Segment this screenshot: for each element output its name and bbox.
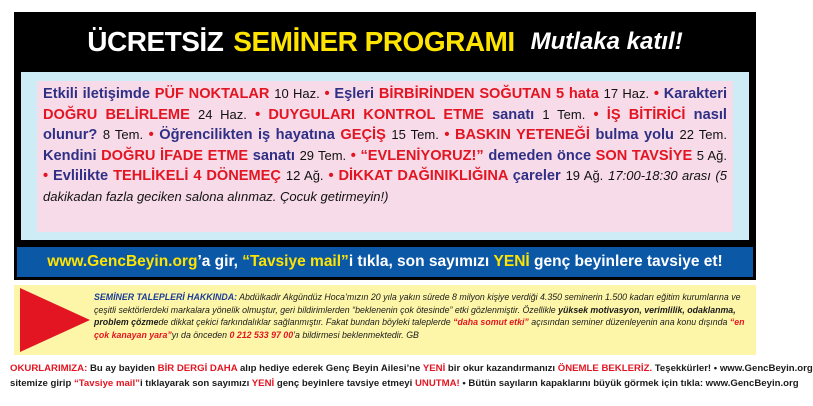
footer-note xyxy=(10,361,813,391)
requests-body: ’a bildirmesi beklenmektedir. GB xyxy=(293,329,419,340)
header-banner xyxy=(14,12,756,72)
requests-body: Abdülkadir Akgündüz Hoca’mızın 20 yıla yakın sürede 8 milyon kişiye verdiği 4.350 seminerin 1.500 kadarı eğitim kurumlarına ve çeşitli sektörlerdeki markalara yönelik olmuştur, geri bildirimlerden “beklenenin çok ötesinde” etki gözlenmiştir. Özellikle xyxy=(94,292,741,315)
header-title-program: SEMİNER PROGRAMI xyxy=(233,26,515,57)
strip-yeni: YENİ xyxy=(493,253,530,270)
strip-text: i tıkla, son sayımızı xyxy=(348,253,490,270)
requests-body: açısından seminer düzenleyenin ana konu dışında xyxy=(531,317,728,328)
footer-text: sitemize girip xyxy=(10,378,72,389)
seminar-11: DİKKAT DAĞINIKLIĞINA çareler 19 Ağ. xyxy=(338,168,604,185)
footer-text: Bu ay bayiden xyxy=(89,363,155,374)
recommend-strip xyxy=(14,247,756,280)
footer-highlight: YENİ xyxy=(422,363,446,374)
requests-body: de dikkat çekici farkındalıklar sağlanmıştır. Fakat bundan böyleki taleplerde xyxy=(158,317,451,328)
bullet: • xyxy=(653,86,659,102)
bullet: • xyxy=(593,106,599,123)
header-title-free: ÜCRETSİZ xyxy=(87,26,224,57)
requests-red-quote: “en çok kanayan yara” xyxy=(94,317,745,340)
footer-line-1 xyxy=(10,361,813,376)
footer-highlight: BİR DERGİ DAHA xyxy=(157,363,238,374)
bullet: • xyxy=(255,106,261,123)
footer-tavsiye-link[interactable]: “Tavsiye mail” xyxy=(73,378,140,389)
bullet: • xyxy=(350,147,356,164)
seminar-9: “EVLENİYORUZ!” demeden önce SON TAVSİYE 5 Ağ. xyxy=(360,147,727,164)
footer-highlight: ÖNEMLE BEKLERİZ. xyxy=(557,363,653,374)
seminar-7: BASKIN YETENEĞİ bulma yolu 22 Tem. xyxy=(454,127,727,144)
seminar-1: Etkili iletişimde PÜF NOKTALAR 10 Haz. xyxy=(43,86,320,102)
requests-heading: SEMİNER TALEPLERİ HAKKINDA: xyxy=(94,292,238,302)
seminar-2: Eşleri BİRBİRİNDEN SOĞUTAN 5 hata 17 Haz. xyxy=(334,86,650,102)
bullet: • xyxy=(324,86,330,102)
footer-highlight: YENİ xyxy=(251,378,275,389)
requests-panel xyxy=(14,285,756,355)
footer-text: bir okur kazandırmanızı xyxy=(447,363,556,374)
footer-site-link[interactable]: Teşekkürler! • www.GencBeyin.org xyxy=(654,363,813,374)
seminar-5: İŞ BİTİRİCİ nasıl olunur? 8 Tem. xyxy=(43,106,727,144)
footer-line-2 xyxy=(10,376,799,391)
time-note: 17:00-18:30 arası (5 dakikadan fazla geciken salona alınmaz. Çocuk getirmeyin!) xyxy=(43,168,727,204)
site-link[interactable]: www.GencBeyin.org xyxy=(47,253,198,270)
program-list xyxy=(37,81,733,232)
program-box xyxy=(14,72,756,247)
footer-highlight: UNUTMA! xyxy=(414,378,460,389)
tavsiye-mail-link[interactable]: “Tavsiye mail” xyxy=(242,253,349,270)
seminar-10: Evlilikte TEHLİKELİ 4 DÖNEMEÇ 12 Ağ. xyxy=(53,168,324,185)
requests-red-quote: “daha somut etki” xyxy=(453,317,529,328)
bullet: • xyxy=(148,127,154,144)
requests-body: yı da önceden xyxy=(171,329,228,340)
seminar-8: Kendini DOĞRU İFADE ETME sanatı 29 Tem. xyxy=(43,147,347,164)
requests-highlight: yüksek motivasyon, verimlilik, odaklanma, problem çözme xyxy=(94,304,736,328)
footer-label: OKURLARIMIZA: xyxy=(10,363,88,374)
footer-text: i tıklayarak son sayımızı xyxy=(139,378,250,389)
footer-text: alıp hediye ederek Genç Beyin Ailesi’ne xyxy=(239,363,421,374)
arrow-icon xyxy=(20,288,90,352)
footer-covers-link[interactable]: • Bütün sayıların kapaklarını büyük görmek için tıkla: www.GencBeyin.org xyxy=(462,378,799,389)
seminar-3: Karakteri DOĞRU BELİRLEME 24 Haz. xyxy=(43,86,728,123)
bullet: • xyxy=(43,168,49,185)
seminar-4: DUYGULARI KONTROL ETME sanatı 1 Tem. xyxy=(268,106,586,123)
requests-text xyxy=(94,291,750,341)
seminar-6: Öğrencilikten iş hayatına GEÇİŞ 15 Tem. xyxy=(159,127,439,144)
header-slogan: Mutlaka katıl! xyxy=(530,28,683,55)
phone-number[interactable]: 0 212 533 97 00 xyxy=(229,329,294,340)
strip-text: ’a gir, xyxy=(197,253,238,270)
strip-text: genç beyinlere tavsiye et! xyxy=(534,253,723,270)
footer-text: genç beyinlere tavsiye etmeyi xyxy=(276,378,413,389)
bullet: • xyxy=(328,168,334,185)
bullet: • xyxy=(444,127,450,144)
